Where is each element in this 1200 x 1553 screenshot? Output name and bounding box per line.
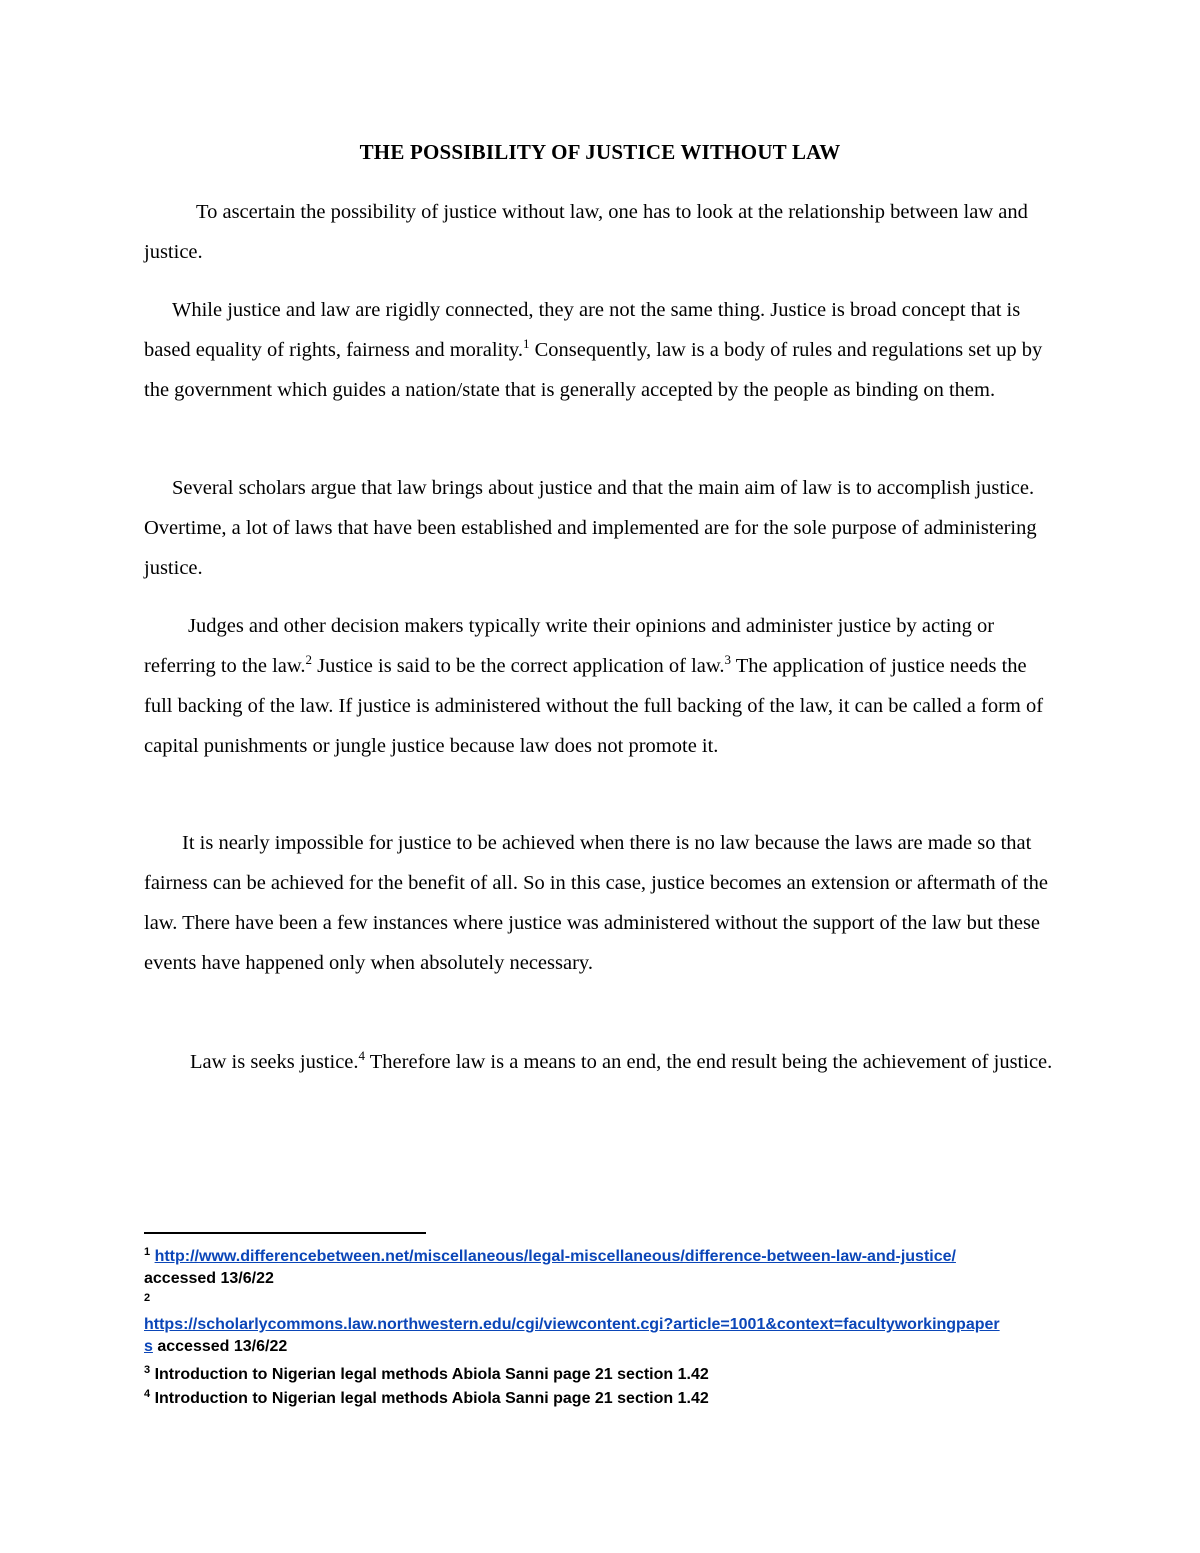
paragraph-5-text: It is nearly impossible for justice to be achieved when there is no law because the laws are made so that fairness can be achieved for the benefit of all. So in this case, justice becomes an extension or aftermath of the law. There have been a few instances where justice was administered without the support of the law but these events have happened only when absolutely necessary. bbox=[144, 832, 1048, 974]
paragraph-5 bbox=[144, 823, 1054, 983]
footnote-2-number: 2 bbox=[144, 1292, 151, 1304]
footnote-4-text: Introduction to Nigerian legal methods Abiola Sanni page 21 section 1.42 bbox=[154, 1390, 709, 1407]
footnote-1-link[interactable]: http://www.differencebetween.net/miscellaneous/legal-miscellaneous/difference-between-law-and-justice/ bbox=[154, 1248, 956, 1265]
footnote-3-text: Introduction to Nigerian legal methods Abiola Sanni page 21 section 1.42 bbox=[154, 1366, 709, 1383]
footnote-ref-1[interactable]: 1 bbox=[522, 336, 530, 351]
footnote-1-text: accessed 13/6/22 bbox=[144, 1270, 274, 1287]
paragraph-2-text-b: Consequently, law is a body of rules and regulations set up by the government which guides a nation/state that is generally accepted by the people as binding on them. bbox=[144, 339, 1043, 401]
footnote-2-text: accessed 13/6/22 bbox=[152, 1338, 288, 1355]
footnote-2-link-continued[interactable]: s bbox=[144, 1338, 153, 1355]
footnote-2-link[interactable]: https://scholarlycommons.law.northwestern.edu/cgi/viewcontent.cgi?article=1001&context=facultyworkingpaper bbox=[144, 1316, 1000, 1333]
footnote-separator bbox=[144, 1232, 426, 1234]
footnote-3 bbox=[144, 1364, 1064, 1386]
footnote-1 bbox=[144, 1246, 1064, 1290]
footnote-3-number: 3 bbox=[144, 1364, 151, 1376]
footnote-ref-4[interactable]: 4 bbox=[358, 1048, 366, 1063]
paragraph-3-text: Several scholars argue that law brings about justice and that the main aim of law is to accomplish justice. Overtime, a lot of laws that have been established and implemented are for the sole purpose of administering justice. bbox=[144, 477, 1037, 579]
footnote-4 bbox=[144, 1388, 1064, 1410]
paragraph-4 bbox=[144, 606, 1054, 766]
footnote-ref-2[interactable]: 2 bbox=[305, 652, 312, 667]
footnote-2 bbox=[144, 1292, 1064, 1358]
paragraph-4-text-b: Justice is said to be the correct application of law. bbox=[311, 655, 725, 677]
page-title: THE POSSIBILITY OF JUSTICE WITHOUT LAW bbox=[359, 140, 841, 164]
paragraph-3 bbox=[144, 468, 1054, 588]
paragraph-2 bbox=[144, 290, 1054, 410]
paragraph-6-text-a: Law is seeks justice. bbox=[190, 1051, 359, 1073]
paragraph-6 bbox=[144, 1042, 1054, 1082]
footnote-ref-3[interactable]: 3 bbox=[724, 652, 731, 667]
paragraph-2-text-a: While justice and law are rigidly connected, they are not the same thing. Justice is broad concept that is based equality of rights, fairness and morality. bbox=[144, 299, 1021, 361]
paragraph-4-text-a: Judges and other decision makers typically write their opinions and administer justice by acting or referring to the law. bbox=[144, 615, 995, 677]
footnote-1-number: 1 bbox=[144, 1246, 151, 1258]
paragraph-1 bbox=[144, 192, 1054, 272]
paragraph-1-text: To ascertain the possibility of justice without law, one has to look at the relationship between law and justice. bbox=[144, 201, 1028, 263]
paragraph-6-text-b: Therefore law is a means to an end, the end result being the achievement of justice. bbox=[365, 1051, 1053, 1073]
paragraph-4-text-c: The application of justice needs the full backing of the law. If justice is administered without the full backing of the law, it can be called a form of capital punishments or jungle justice because law does not promote it. bbox=[144, 655, 1044, 757]
footnote-4-number: 4 bbox=[144, 1388, 151, 1400]
